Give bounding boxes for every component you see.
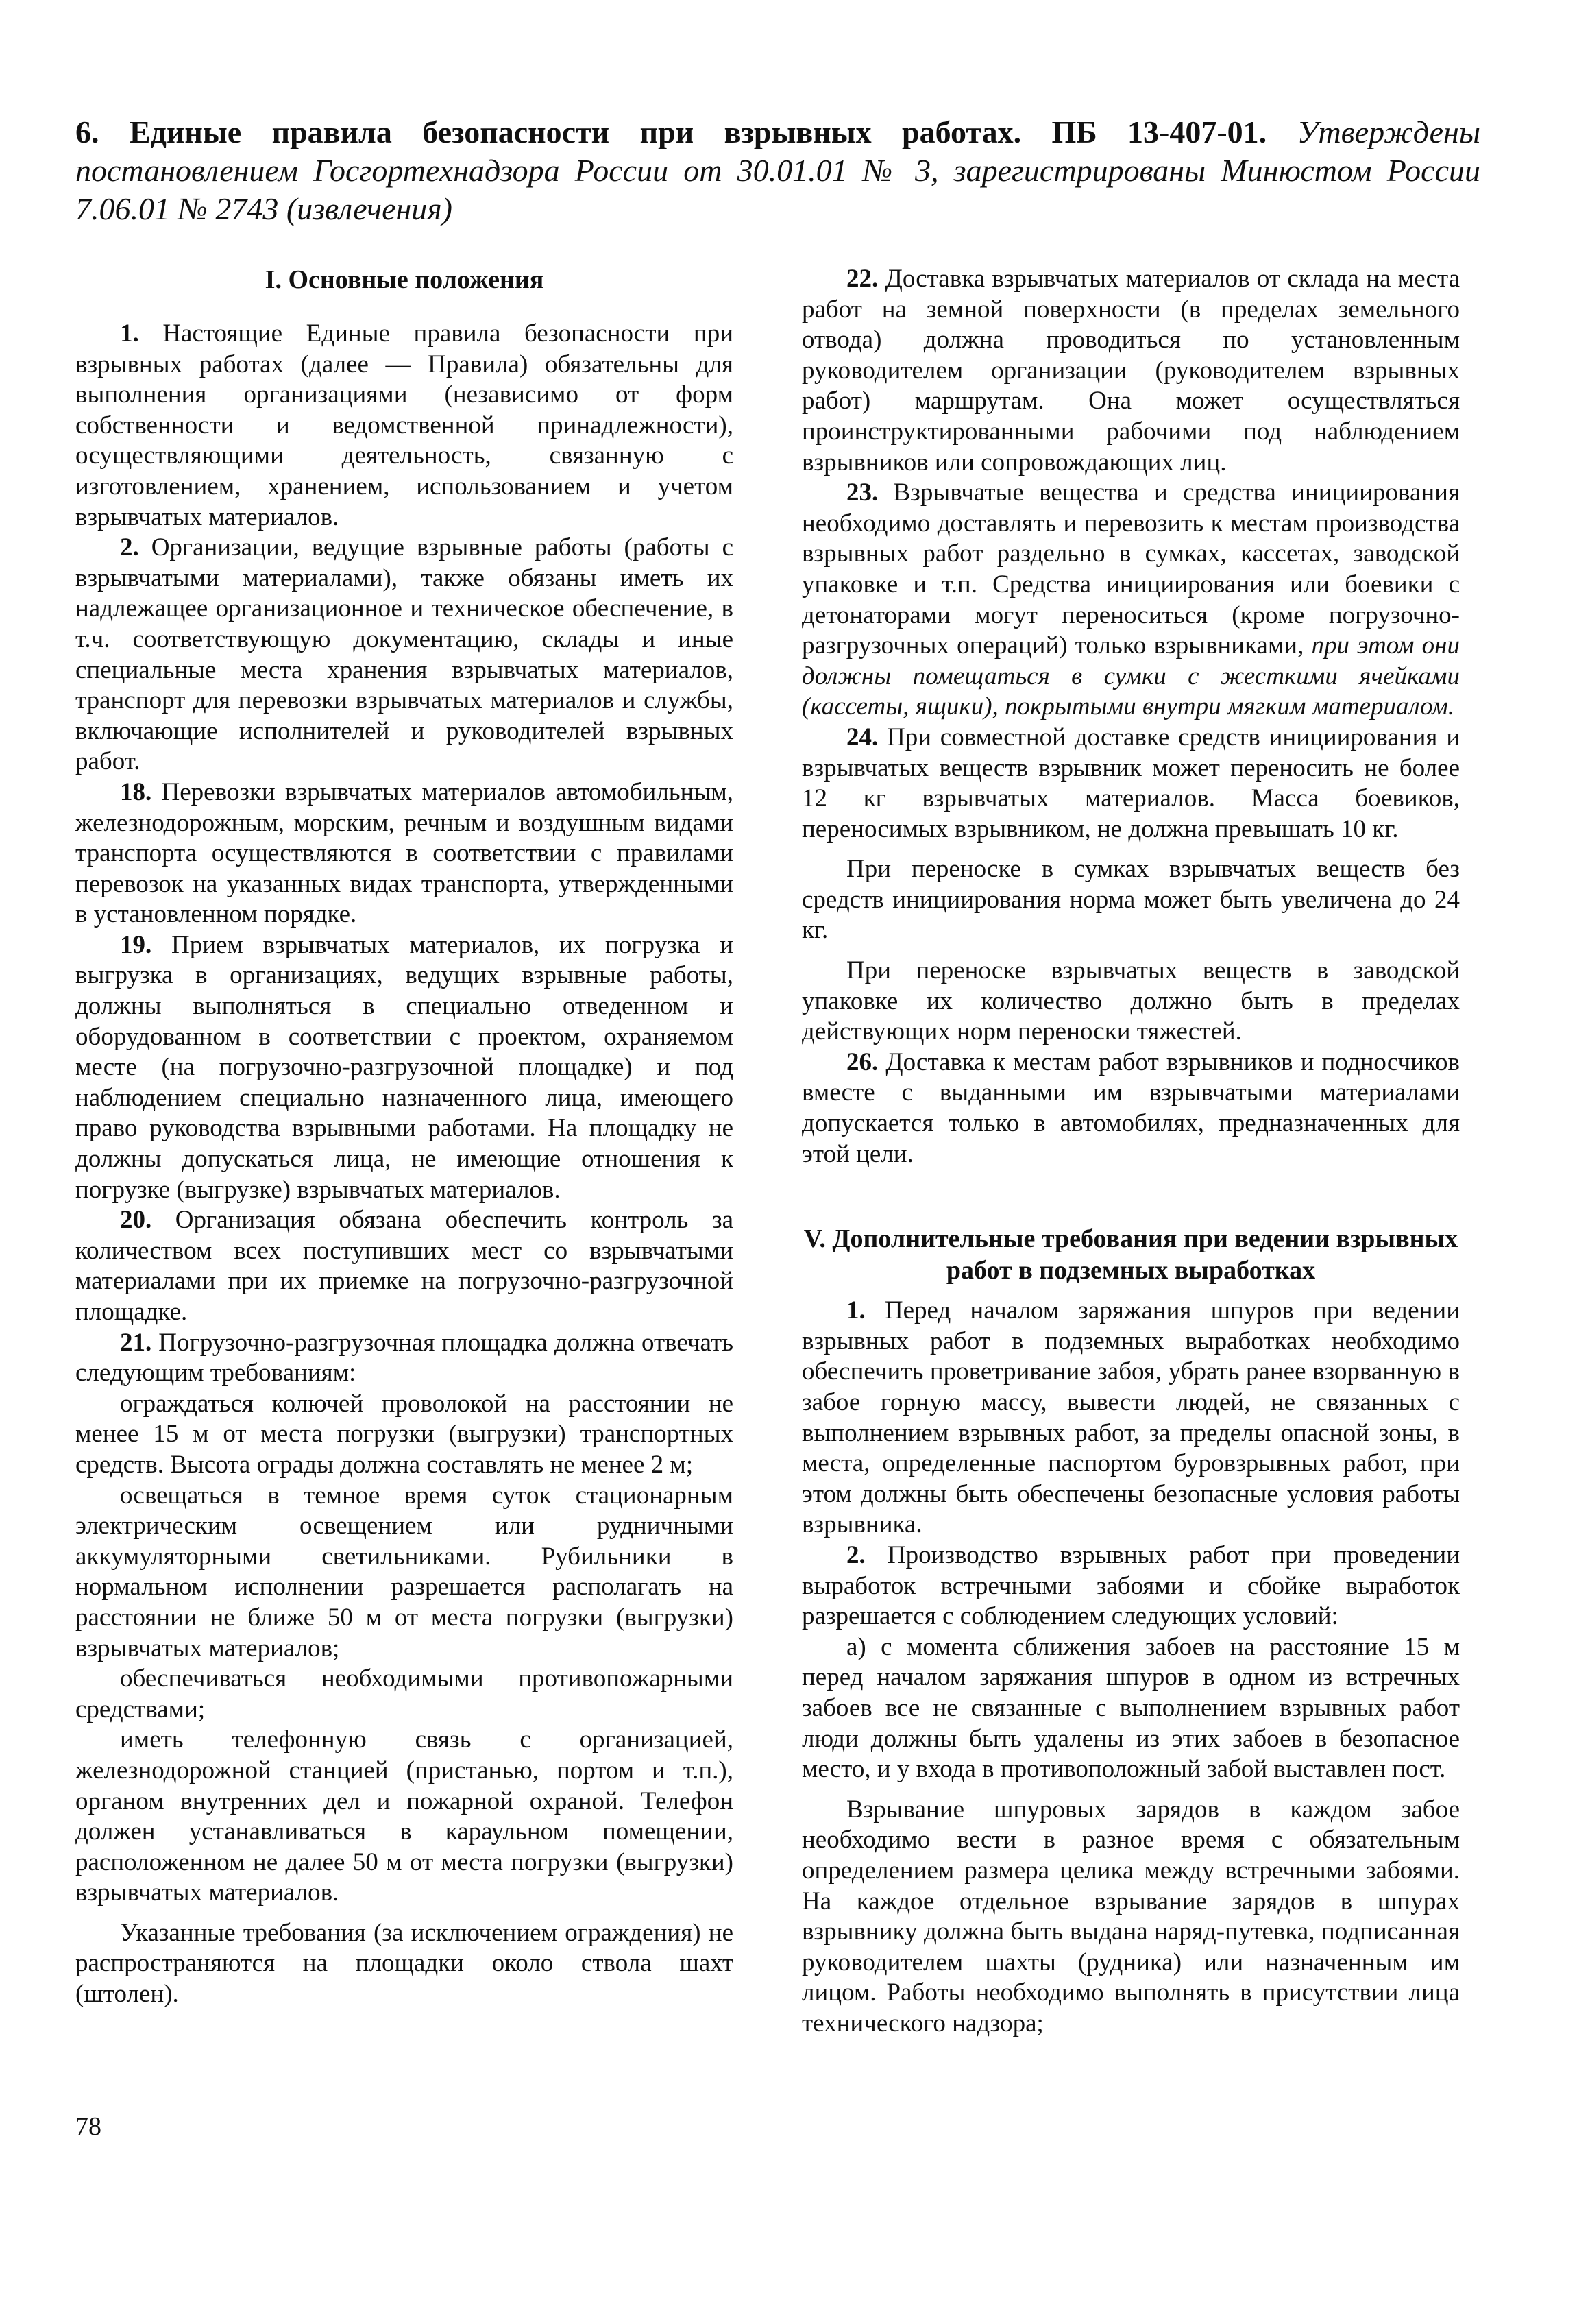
header-number: 6. bbox=[75, 114, 99, 149]
section5-paragraph-2 bbox=[802, 1540, 1460, 1632]
paragraph-18 bbox=[75, 777, 733, 930]
paragraph-number: 20. bbox=[120, 1206, 152, 1235]
paragraph-21-note: Указанные требования (за исключением ограждения) не распространяются на площадки около ствола шахт (штолен). bbox=[75, 1918, 733, 2009]
paragraph-text: Производство взрывных работ при проведении выработок встречными забоями и сбойке выработок разрешается с соблюдением следующих условий: bbox=[802, 1540, 1460, 1631]
section5-paragraph-1 bbox=[802, 1296, 1460, 1540]
paragraph-text: Перед началом заряжания шпуров при ведении взрывных работ в подземных выработках необходимо обеспечить проветривание забоя, убрать ранее взорванную в забое горную массу, вывести людей, не связанных с выполнением взрывных работ, за пределы опасной зоны, в места, определенные паспортом буровзрывных работ, при этом должны быть обеспечены безопасные условия работы взрывника. bbox=[802, 1296, 1460, 1539]
paragraph-number: 1. bbox=[846, 1296, 866, 1325]
section-heading-underground: V. Дополнительные требования при ведении взрывных работ в подземных выработках bbox=[803, 1224, 1458, 1285]
paragraph-text: Организации, ведущие взрывные работы (работы с взрывчатыми материалами), также обязаны иметь их надлежащее организационное и техническое обеспечение, в т.ч. соответствующую документацию, склады и иные специальные места хранения взрывчатых материалов, транспорт для перевозки взрывчатых материалов и службы, включающие исполнителей и руководителей взрывных работ. bbox=[75, 533, 734, 776]
paragraph-22 bbox=[802, 264, 1460, 478]
paragraph-21-item: иметь телефонную связь с организацией, железнодорожной станцией (пристанью, портом и т.п.), органом внутренних дел и пожарной охраной. Телефон должен устанавливаться в караульном помещении, расположенном не далее 50 м от места погрузки (выгрузки) взрывчатых материалов. bbox=[75, 1726, 733, 1907]
paragraph-21-item: освещаться в темное время суток стационарным электрическим освещением или рудничными аккумуляторными светильниками. Рубильники в нормальном исполнении разрешается располагать на расстоянии не ближе 50 м от места погрузки (выгрузки) взрывчатых материалов; bbox=[75, 1481, 733, 1662]
section5-paragraph-2a: а) с момента сближения забоев на расстояние 15 м перед началом заряжания шпуров в одном из встречных забоев все не связанные с выполнением взрывных работ люди должны быть удалены из этих забоев в безопасное место, и у входа в противоположный забой выставлен пост. bbox=[802, 1632, 1460, 1784]
paragraph-20 bbox=[75, 1205, 733, 1327]
section-heading-basic-provisions: I. Основные положения bbox=[265, 265, 544, 294]
paragraph-text: Настоящие Единые правила безопасности при взрывных работах (далее — Правила) обязательны для выполнения организациями (независимо от форм собственности и ведомственной принадлежности), осуществляющими деятельность, связанную с изготовлением, хранением, использованием и учетом взрывчатых материалов. bbox=[75, 319, 733, 531]
page-number: 78 bbox=[75, 2112, 101, 2141]
left-column bbox=[75, 264, 733, 2010]
paragraph-text: Погрузочно-разгрузочная площадка должна отвечать следующим требованиям: bbox=[75, 1328, 733, 1388]
paragraph-number: 23. bbox=[846, 479, 879, 507]
paragraph-text: Доставка взрывчатых материалов от склада на места работ на земной поверхности (в пределах земельного отвода) должна проводиться по установленным руководителем организации (руководителем взрывных работ) маршрутам. Она может осуществляться проинструктированными рабочими под наблюдением взрывников или сопровождающих лиц. bbox=[802, 265, 1460, 476]
paragraph-26 bbox=[802, 1048, 1460, 1170]
header-title: Единые правила безопасности при взрывных работах. ПБ 13-407-01. bbox=[129, 114, 1267, 149]
paragraph-21 bbox=[75, 1328, 733, 1389]
paragraph-text: Доставка к местам работ взрывников и подносчиков вместе с выданными им взрывчатыми материалами допускается только в автомобилях, предназначенных для этой цели. bbox=[802, 1048, 1460, 1168]
paragraph-number: 21. bbox=[120, 1328, 152, 1357]
paragraph-23 bbox=[802, 478, 1460, 723]
paragraph-number: 24. bbox=[846, 723, 879, 751]
paragraph-21-item: обеспечиваться необходимыми противопожарными средствами; bbox=[75, 1665, 733, 1723]
paragraph-24 bbox=[802, 723, 1460, 845]
paragraph-text: Прием взрывчатых материалов, их погрузка и выгрузка в организациях, ведущих взрывные работы, должны выполняться в специально отведенном и оборудованном в соответствии с проектом, охраняемом месте (на погрузочно-разгрузочной площадке) и под наблюдением специально назначенного лица, имеющего право руководства взрывными работами. На площадку не должны допускаться лица, не имеющие отношения к погрузке (выгрузке) взрывчатых материалов. bbox=[75, 930, 733, 1204]
paragraph-24-continued: При переноске взрывчатых веществ в заводской упаковке их количество должно быть в пределах действующих норм переноски тяжестей. bbox=[802, 956, 1460, 1046]
paragraph-number: 18. bbox=[120, 777, 152, 806]
paragraph-19 bbox=[75, 930, 733, 1205]
section5-paragraph-2-continued: Взрывание шпуровых зарядов в каждом забое необходимо вести в разное время с обязательным определением размера целика между встречными забоями. На каждое отдельное взрывание зарядов в шпурах взрывнику должна быть выдана наряд-путевка, подписанная руководителем шахты (рудника) или назначенным им лицом. Работы необходимо выполнять в присутствии лица технического надзора; bbox=[802, 1795, 1460, 2037]
paragraph-2 bbox=[75, 533, 733, 777]
header-subtitle: Утверждены постановлением Госгортехнадзора России от 30.01.01 № 3, зарегистрированы Минюстом России 7.06.01 № 2743 (извлечения) bbox=[75, 114, 1481, 226]
paragraph-number: 26. bbox=[846, 1048, 879, 1076]
paragraph-number: 22. bbox=[846, 265, 879, 293]
paragraph-number: 1. bbox=[120, 319, 139, 348]
paragraph-text: Организация обязана обеспечить контроль за количеством всех поступивших мест со взрывчатыми материалами при их приемке на погрузочно-разгрузочной площадке. bbox=[75, 1206, 733, 1326]
paragraph-1 bbox=[75, 319, 733, 533]
paragraph-text: При совместной доставке средств инициирования и взрывчатых веществ взрывник может переносить не более 12 кг взрывчатых материалов. Масса боевиков, переносимых взрывником, не должна превышать 10 кг. bbox=[802, 723, 1460, 843]
paragraph-number: 19. bbox=[120, 930, 152, 959]
paragraph-number: 2. bbox=[846, 1540, 866, 1569]
right-column bbox=[802, 264, 1460, 2039]
paragraph-italic-text: при этом они должны помещаться в сумки с жесткими ячейками (кассеты, ящики), покрытыми внутри мягким материалом. bbox=[802, 631, 1460, 721]
paragraph-text: Взрывчатые вещества и средства инициирования необходимо доставлять и перевозить к местам производства взрывных работ раздельно в сумках, кассетах, заводской упаковке и т.п. Средства инициирования или боевики с детонаторами могут переноситься (кроме погрузочно-разгрузочных операций) только взрывниками, bbox=[802, 479, 1460, 660]
paragraph-text: Перевозки взрывчатых материалов автомобильным, железнодорожным, морским, речным и воздушным видами транспорта осуществляются в соответствии с правилами перевозок на указанных видах транспорта, утвержденными в установленном порядке. bbox=[75, 777, 733, 929]
paragraph-24-continued: При переноске в сумках взрывчатых веществ без средств инициирования норма может быть увеличена до 24 кг. bbox=[802, 855, 1460, 945]
document-header bbox=[75, 113, 1480, 228]
paragraph-number: 2. bbox=[120, 533, 139, 562]
paragraph-21-item: ограждаться колючей проволокой на расстоянии не менее 15 м от места погрузки (выгрузки) транспортных средств. Высота ограды должна составлять не менее 2 м; bbox=[75, 1389, 733, 1479]
